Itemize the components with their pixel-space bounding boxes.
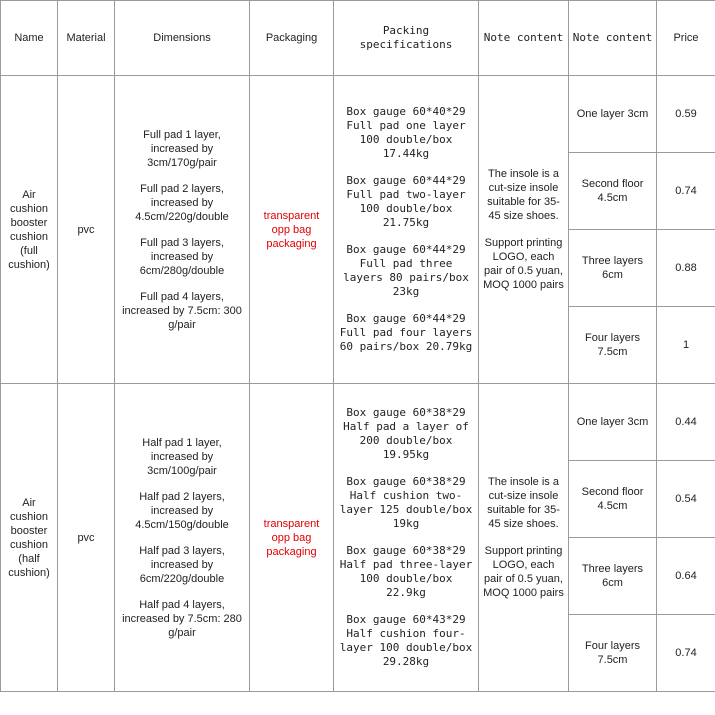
layer-label: Second floor 4.5cm [569, 153, 657, 230]
header-note-content-1: Note content [479, 1, 569, 76]
header-row [1, 1, 715, 76]
header-price: Price [657, 1, 715, 76]
table-row [1, 76, 715, 153]
header-material: Material [58, 1, 115, 76]
spec-line: Box gauge 60*40*29 Full pad one layer 100 double/box 17.44kg [346, 105, 466, 160]
product-name: Air cushion booster cushion (full cushion) [1, 76, 58, 384]
dimension-line: Full pad 1 layer, increased by 3cm/170g/pair [143, 128, 221, 169]
spec-line: Box gauge 60*44*29 Full pad four layers 60 pairs/box 20.79kg [339, 312, 473, 353]
layer-price: 0.74 [657, 615, 715, 692]
product-note [479, 384, 569, 692]
note-line: The insole is a cut-size insole suitable for 35-45 size shoes. [487, 168, 560, 222]
layer-price: 1 [657, 307, 715, 384]
dimension-line: Full pad 4 layers, increased by 7.5cm: 300 g/pair [122, 290, 242, 331]
layer-price: 0.44 [657, 384, 715, 461]
dimension-line: Half pad 1 layer, increased by 3cm/100g/pair [142, 436, 222, 477]
product-packaging: transparent opp bag packaging [250, 384, 334, 692]
layer-label: Three layers 6cm [569, 538, 657, 615]
spec-line: Box gauge 60*44*29 Full pad three layers 80 pairs/box 23kg [343, 243, 469, 298]
spec-line: Box gauge 60*38*29 Half pad a layer of 200 double/box 19.95kg [343, 406, 469, 461]
dimension-line: Full pad 3 layers, increased by 6cm/280g/double [139, 236, 225, 277]
header-packing-specs: Packing specifications [334, 1, 479, 76]
layer-price: 0.64 [657, 538, 715, 615]
layer-label: One layer 3cm [569, 76, 657, 153]
layer-label: Three layers 6cm [569, 230, 657, 307]
layer-label: Four layers 7.5cm [569, 307, 657, 384]
product-material: pvc [58, 76, 115, 384]
product-packing-specs [334, 384, 479, 692]
product-material: pvc [58, 384, 115, 692]
dimension-line: Full pad 2 layers, increased by 4.5cm/220g/double [135, 182, 229, 223]
layer-price: 0.54 [657, 461, 715, 538]
layer-label: Second floor 4.5cm [569, 461, 657, 538]
dimension-line: Half pad 2 layers, increased by 4.5cm/150g/double [135, 490, 229, 531]
dimension-line: Half pad 4 layers, increased by 7.5cm: 280 g/pair [122, 598, 242, 639]
header-note-content-2: Note content [569, 1, 657, 76]
table-row [1, 384, 715, 461]
dimension-line: Half pad 3 layers, increased by 6cm/220g/double [139, 544, 225, 585]
spec-line: Box gauge 60*43*29 Half cushion four-layer 100 double/box 29.28kg [339, 613, 473, 668]
product-dimensions [115, 76, 250, 384]
layer-price: 0.59 [657, 76, 715, 153]
header-dimensions: Dimensions [115, 1, 250, 76]
layer-label: Four layers 7.5cm [569, 615, 657, 692]
header-name: Name [1, 1, 58, 76]
layer-price: 0.74 [657, 153, 715, 230]
note-line: Support printing LOGO, each pair of 0.5 yuan, MOQ 1000 pairs [483, 237, 564, 291]
layer-price: 0.88 [657, 230, 715, 307]
spec-line: Box gauge 60*38*29 Half cushion two-layer 125 double/box 19kg [339, 475, 473, 530]
spec-line: Box gauge 60*44*29 Full pad two-layer 100 double/box 21.75kg [346, 174, 466, 229]
product-packaging: transparent opp bag packaging [250, 76, 334, 384]
note-line: The insole is a cut-size insole suitable for 35-45 size shoes. [487, 476, 560, 530]
spec-line: Box gauge 60*38*29 Half pad three-layer 100 double/box 22.9kg [339, 544, 473, 599]
product-dimensions [115, 384, 250, 692]
product-name: Air cushion booster cushion (half cushion) [1, 384, 58, 692]
layer-label: One layer 3cm [569, 384, 657, 461]
product-packing-specs [334, 76, 479, 384]
product-note [479, 76, 569, 384]
note-line: Support printing LOGO, each pair of 0.5 yuan, MOQ 1000 pairs [483, 545, 564, 599]
header-packaging: Packaging [250, 1, 334, 76]
